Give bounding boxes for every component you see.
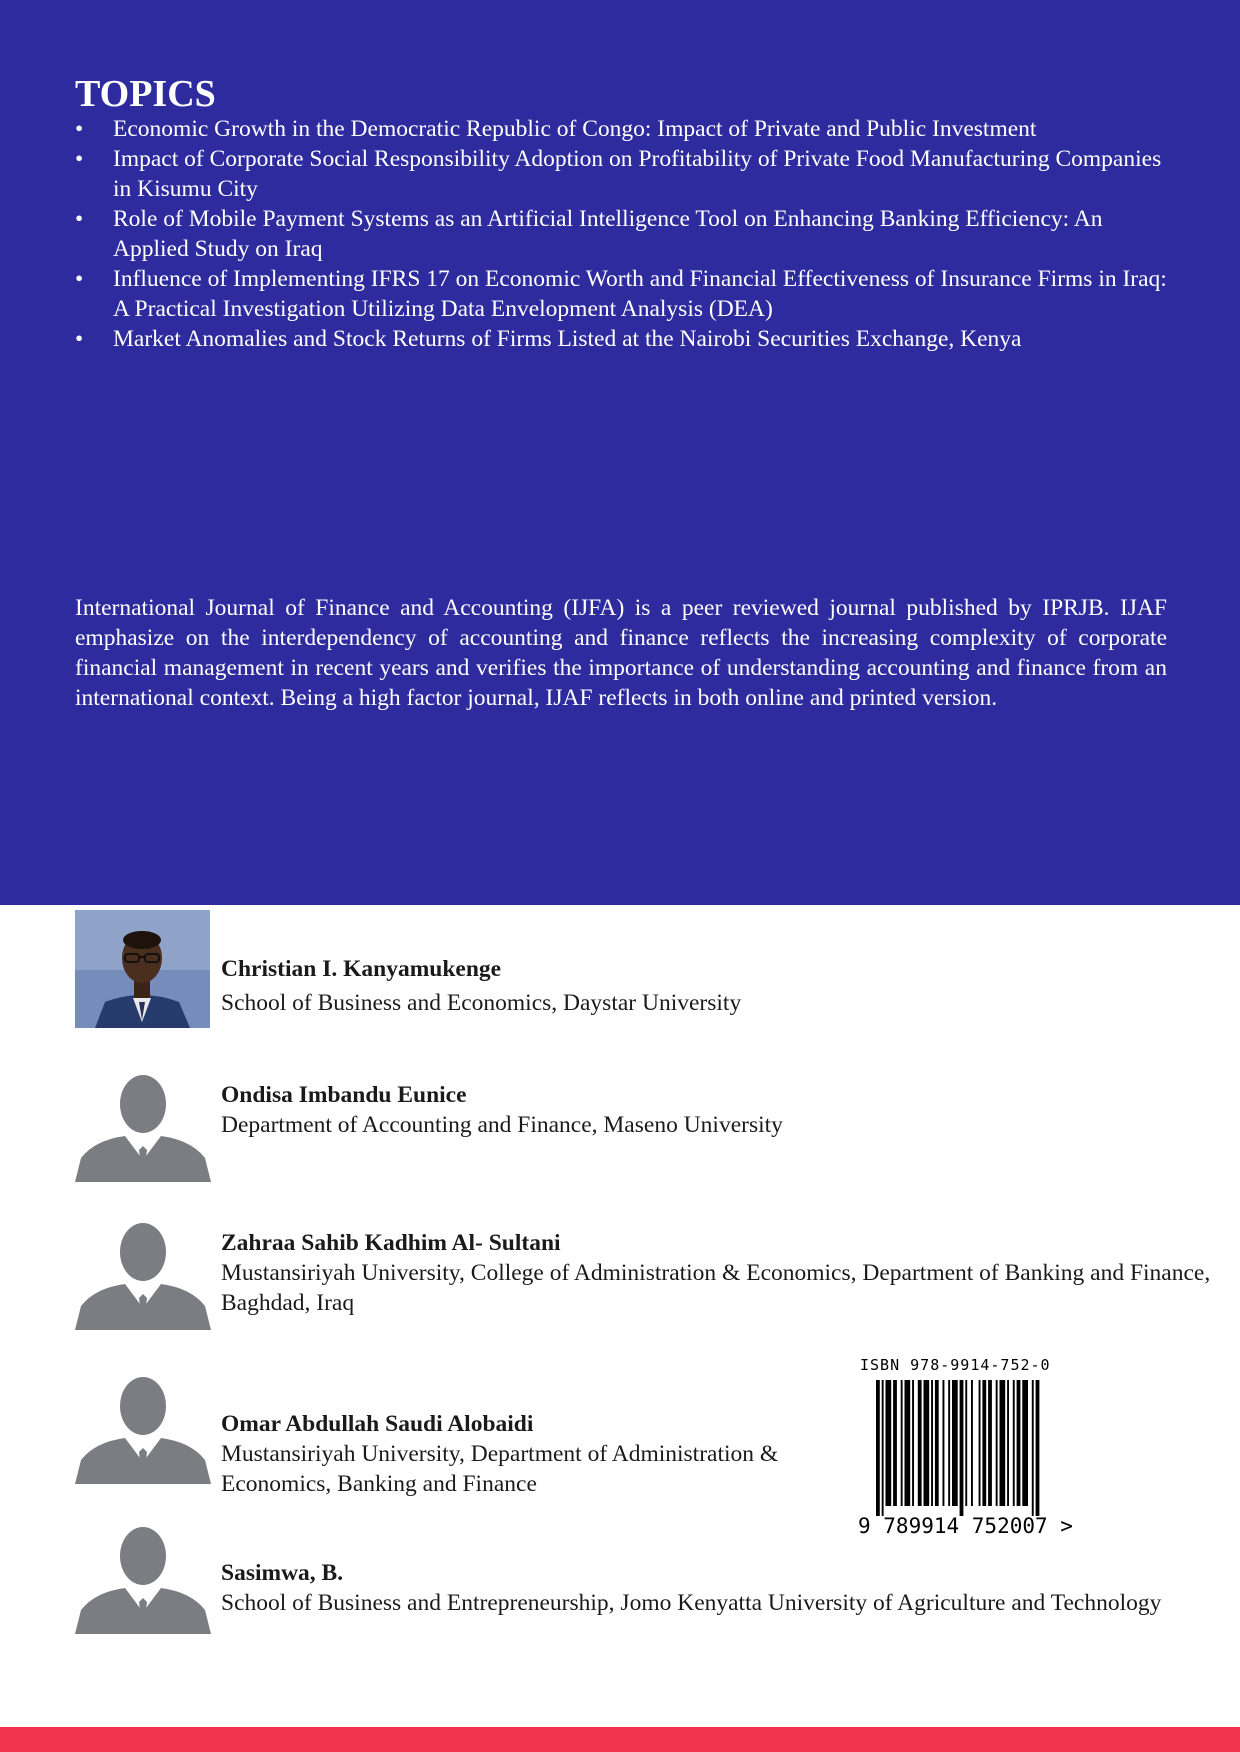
bullet-icon: • xyxy=(75,266,84,292)
author-info xyxy=(221,1409,841,1499)
barcode-icon xyxy=(876,1380,1076,1516)
author-affiliation: Department of Accounting and Finance, Maseno University xyxy=(221,1112,783,1138)
isbn-barcode xyxy=(858,1356,1080,1536)
author-name: Christian I. Kanyamukenge xyxy=(221,956,502,982)
topic-item: • Impact of Corporate Social Responsibility Adoption on Profitability of Private Food Manufacturing Companies in Kisumu City xyxy=(75,146,1162,202)
author-affiliation: School of Business and Entrepreneurship, Jomo Kenyatta University of Agriculture and Technology xyxy=(221,1590,1162,1616)
topic-item: • Market Anomalies and Stock Returns of Firms Listed at the Nairobi Securities Exchange, Kenya xyxy=(75,326,1022,352)
author-info xyxy=(221,1228,1211,1318)
bullet-icon: • xyxy=(75,206,84,232)
person-photo-icon xyxy=(75,910,210,1028)
topics-list xyxy=(75,114,1170,354)
topics-heading: TOPICS xyxy=(75,73,216,115)
author-name: Zahraa Sahib Kadhim Al- Sultani xyxy=(221,1230,561,1256)
author-info xyxy=(221,954,1211,1018)
topic-item: • Influence of Implementing IFRS 17 on Economic Worth and Financial Effectiveness of Insurance Firms in Iraq: A Practical Investigation Utilizing Data Envelopment Analysis (DEA) xyxy=(75,266,1167,322)
barcode-digits: 9 789914 752007 > xyxy=(858,1514,1073,1538)
bottom-accent-bar xyxy=(0,1727,1240,1752)
silhouette-icon xyxy=(75,1520,211,1640)
author-affiliation: Mustansiriyah University, Department of Administration & Economics, Banking and Finance xyxy=(221,1441,779,1497)
author-affiliation: Mustansiriyah University, College of Administration & Economics, Department of Banking and Finance, Baghdad, Iraq xyxy=(221,1260,1211,1316)
author-info xyxy=(221,1558,1211,1618)
silhouette-icon xyxy=(75,1370,211,1490)
journal-description: International Journal of Finance and Accounting (IJFA) is a peer reviewed journal published by IPRJB. IJAF emphasize on the interdependency of accounting and finance reflects the increasing complexity of corporate financial management in recent years and verifies the importance of understanding accounting and finance from an international context. Being a high factor journal, IJAF reflects in both online and printed version. xyxy=(75,595,1167,711)
isbn-label: ISBN 978-9914-752-0 xyxy=(860,1356,1051,1374)
silhouette-icon xyxy=(75,1068,211,1188)
author-affiliation: School of Business and Economics, Daystar University xyxy=(221,990,742,1016)
bullet-icon: • xyxy=(75,116,84,142)
author-name: Ondisa Imbandu Eunice xyxy=(221,1082,467,1108)
topic-item: • Economic Growth in the Democratic Republic of Congo: Impact of Private and Public Investment xyxy=(75,116,1037,142)
author-info xyxy=(221,1080,1211,1140)
bullet-icon: • xyxy=(75,326,84,352)
author-photo xyxy=(75,910,210,1028)
topic-item: • Role of Mobile Payment Systems as an Artificial Intelligence Tool on Enhancing Banking Efficiency: An Applied Study on Iraq xyxy=(75,206,1103,262)
author-name: Sasimwa, B. xyxy=(221,1560,344,1586)
silhouette-icon xyxy=(75,1216,211,1336)
bullet-icon: • xyxy=(75,146,84,172)
author-name: Omar Abdullah Saudi Alobaidi xyxy=(221,1411,534,1437)
